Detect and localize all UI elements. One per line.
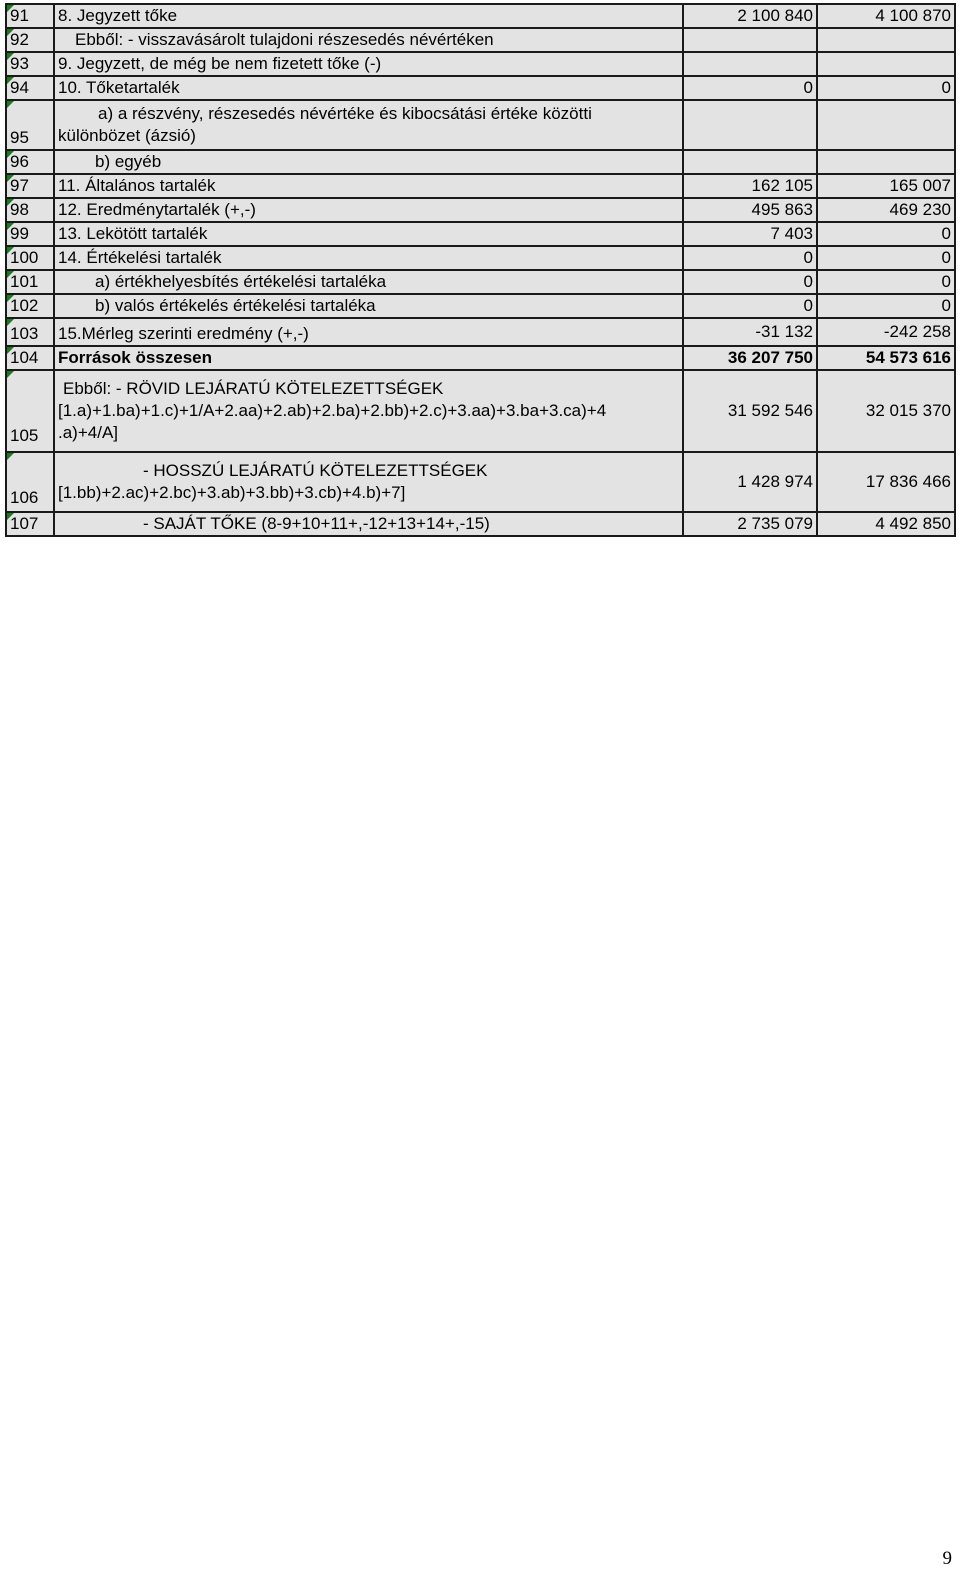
row-number: 95	[6, 100, 54, 150]
value-col-1	[683, 52, 817, 76]
value-col-1: 2 735 079	[683, 512, 817, 536]
table-row	[6, 76, 955, 100]
row-label: Források összesen	[54, 346, 683, 370]
value-col-2: 0	[817, 222, 955, 246]
table-row	[6, 270, 955, 294]
row-label	[54, 452, 683, 512]
table-row	[6, 452, 955, 512]
row-number: 103	[6, 318, 54, 346]
row-label: 9. Jegyzett, de még be nem fizetett tőke (-)	[54, 52, 683, 76]
value-col-1: 1 428 974	[683, 452, 817, 512]
row-label-line: .a)+4/A]	[58, 423, 119, 442]
row-label-line: [1.bb)+2.ac)+2.bc)+3.ab)+3.bb)+3.cb)+4.b)+7]	[58, 483, 406, 502]
value-col-2: 54 573 616	[817, 346, 955, 370]
row-label: 13. Lekötött tartalék	[54, 222, 683, 246]
value-col-1: 0	[683, 270, 817, 294]
row-label: Ebből: - visszavásárolt tulajdoni részesedés névértéken	[54, 28, 683, 52]
row-number: 94	[6, 76, 54, 100]
table-row	[6, 150, 955, 174]
row-number: 105	[6, 370, 54, 452]
row-label: 14. Értékelési tartalék	[54, 246, 683, 270]
value-col-2: -242 258	[817, 318, 955, 346]
row-label	[54, 370, 683, 452]
value-col-2: 17 836 466	[817, 452, 955, 512]
value-col-1	[683, 28, 817, 52]
value-col-1: 0	[683, 76, 817, 100]
row-number: 104	[6, 346, 54, 370]
row-number: 99	[6, 222, 54, 246]
value-col-2: 165 007	[817, 174, 955, 198]
row-label: - SAJÁT TŐKE (8-9+10+11+,-12+13+14+,-15)	[54, 512, 683, 536]
value-col-2	[817, 150, 955, 174]
row-label-line: a) a részvény, részesedés névértéke és kibocsátási értéke közötti	[98, 104, 592, 123]
value-col-2: 4 100 870	[817, 4, 955, 28]
row-label: b) egyéb	[54, 150, 683, 174]
row-label: 8. Jegyzett tőke	[54, 4, 683, 28]
row-label	[54, 100, 683, 150]
value-col-1: 0	[683, 294, 817, 318]
value-col-1: 2 100 840	[683, 4, 817, 28]
row-label-line: - HOSSZÚ LEJÁRATÚ KÖTELEZETTSÉGEK	[143, 461, 488, 480]
table-row	[6, 346, 955, 370]
value-col-2: 32 015 370	[817, 370, 955, 452]
row-number: 98	[6, 198, 54, 222]
value-col-1: 162 105	[683, 174, 817, 198]
value-col-2: 0	[817, 76, 955, 100]
row-label: a) értékhelyesbítés értékelési tartaléka	[54, 270, 683, 294]
table-row	[6, 4, 955, 28]
page-number: 9	[942, 1548, 952, 1569]
row-number: 93	[6, 52, 54, 76]
row-number: 107	[6, 512, 54, 536]
value-col-2: 469 230	[817, 198, 955, 222]
table-row	[6, 294, 955, 318]
table-row	[6, 174, 955, 198]
value-col-1: 7 403	[683, 222, 817, 246]
value-col-2: 0	[817, 294, 955, 318]
balance-sheet-table	[5, 3, 956, 537]
table-row	[6, 100, 955, 150]
row-number: 92	[6, 28, 54, 52]
value-col-1: 31 592 546	[683, 370, 817, 452]
value-col-1	[683, 100, 817, 150]
row-number: 102	[6, 294, 54, 318]
value-col-1: 495 863	[683, 198, 817, 222]
row-label: b) valós értékelés értékelési tartaléka	[54, 294, 683, 318]
row-label: 15.Mérleg szerinti eredmény (+,-)	[54, 318, 683, 346]
row-number: 96	[6, 150, 54, 174]
value-col-1: 36 207 750	[683, 346, 817, 370]
value-col-2	[817, 28, 955, 52]
value-col-1	[683, 150, 817, 174]
table-row	[6, 198, 955, 222]
row-number: 91	[6, 4, 54, 28]
row-number: 97	[6, 174, 54, 198]
table-row	[6, 318, 955, 346]
row-label: 10. Tőketartalék	[54, 76, 683, 100]
row-number: 100	[6, 246, 54, 270]
table-row	[6, 222, 955, 246]
table-row	[6, 52, 955, 76]
value-col-2: 0	[817, 270, 955, 294]
value-col-2: 4 492 850	[817, 512, 955, 536]
table-row	[6, 246, 955, 270]
row-number: 106	[6, 452, 54, 512]
value-col-1: 0	[683, 246, 817, 270]
row-label-line: különbözet (ázsió)	[58, 126, 196, 145]
row-number: 101	[6, 270, 54, 294]
value-col-2	[817, 100, 955, 150]
value-col-2	[817, 52, 955, 76]
row-label-line: Ebből: - RÖVID LEJÁRATÚ KÖTELEZETTSÉGEK	[63, 379, 444, 398]
row-label-line: [1.a)+1.ba)+1.c)+1/A+2.aa)+2.ab)+2.ba)+2.bb)+2.c)+3.aa)+3.ba+3.ca)+4	[58, 401, 607, 420]
value-col-1: -31 132	[683, 318, 817, 346]
row-label: 12. Eredménytartalék (+,-)	[54, 198, 683, 222]
table-row	[6, 28, 955, 52]
value-col-2: 0	[817, 246, 955, 270]
row-label: 11. Általános tartalék	[54, 174, 683, 198]
table-row	[6, 512, 955, 536]
table-row	[6, 370, 955, 452]
